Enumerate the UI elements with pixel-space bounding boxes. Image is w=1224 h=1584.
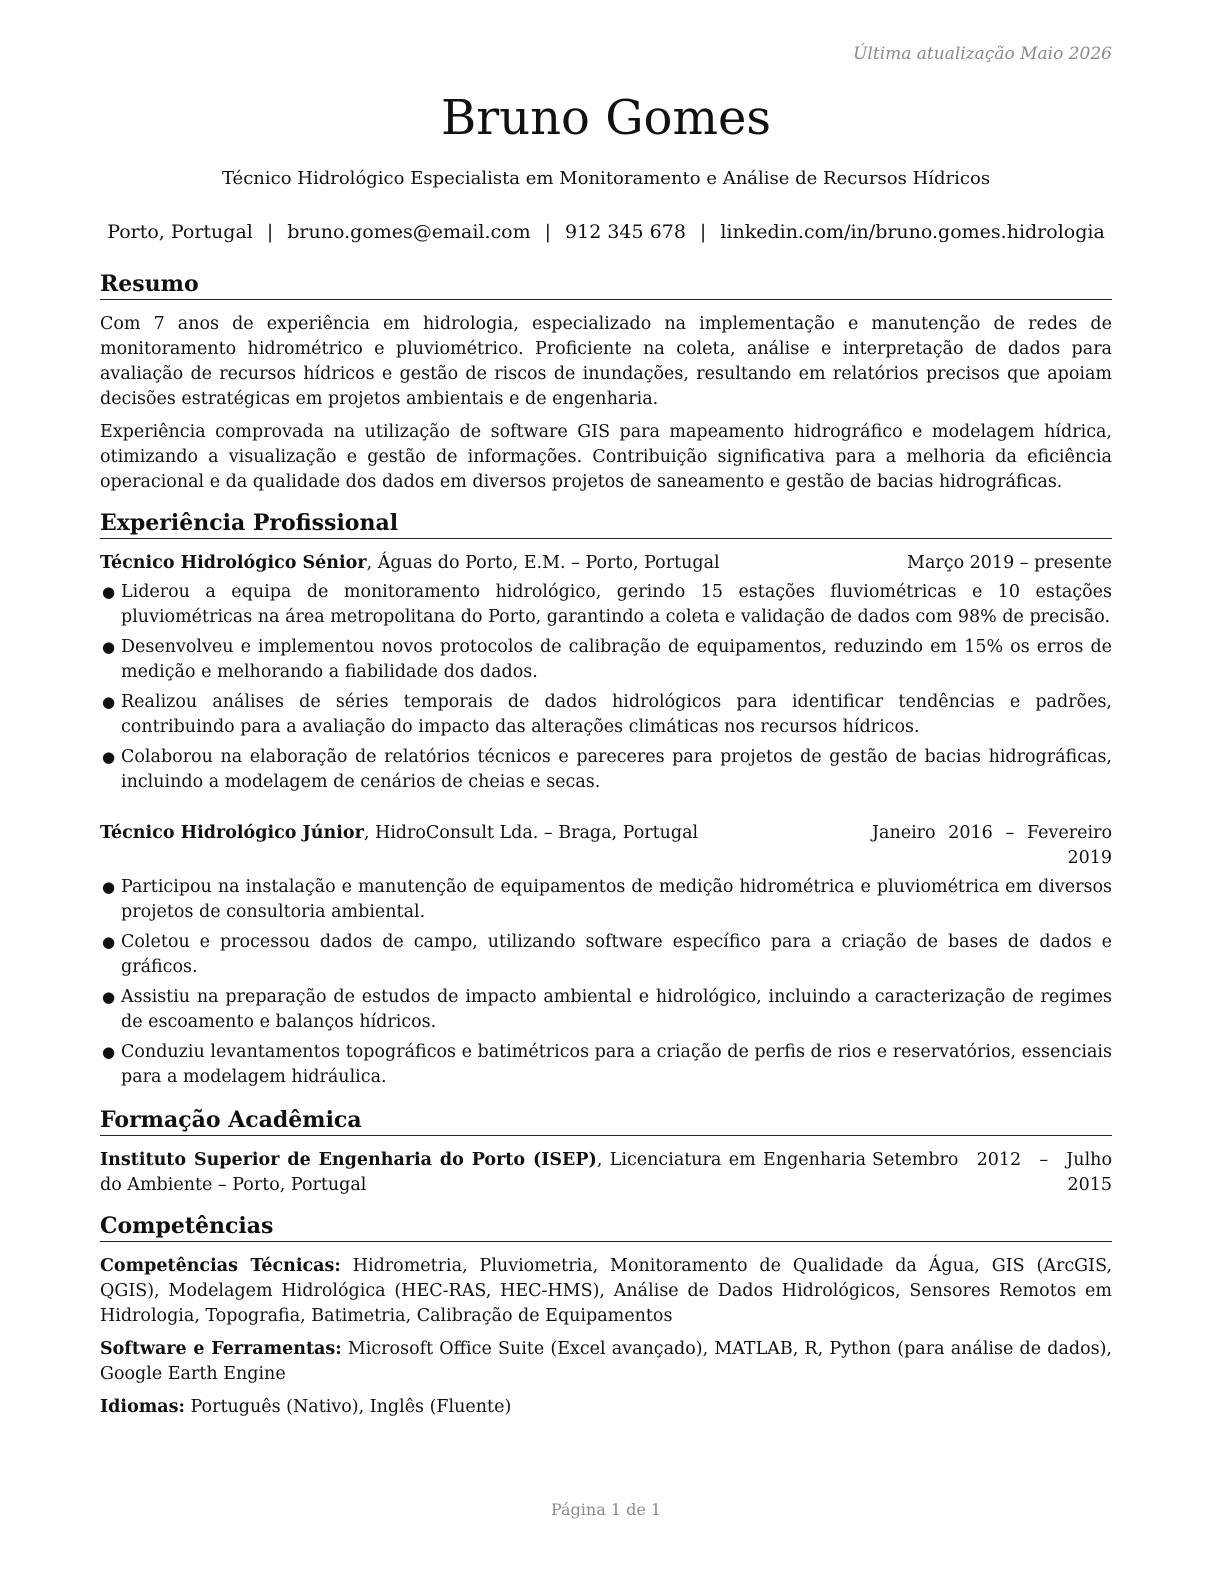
contact-line — [100, 218, 1112, 246]
job-dates: Janeiro 2016 – Fevereiro 2019 — [872, 823, 1112, 868]
contact-separator: | — [266, 221, 274, 243]
list-item: ● Assistiu na preparação de estudos de impacto ambiental e hidrológico, incluindo a caracterização de regimes de escoamento e balanços hídricos. — [102, 987, 1112, 1032]
skill-group-label: Idiomas: — [100, 1397, 185, 1417]
bullet-icon: ● — [102, 878, 116, 896]
job-header — [100, 821, 1112, 871]
skill-group-label: Competências Técnicas: — [100, 1256, 341, 1276]
summary-section — [100, 270, 1112, 495]
skill-group — [100, 1395, 1112, 1420]
contact-separator: | — [699, 221, 707, 243]
job-header — [100, 551, 1112, 576]
skill-group-text: Hidrometria, Pluviometria, Monitoramento de Qualidade da Água, GIS (ArcGIS, QGIS), Modelagem Hidrológica (HEC-RAS, HEC-HMS), Análise de Dados Hidrológicos, Sensores Remotos em Hidrologia, Topografia, Batimetria, Calibração de Equipamentos — [100, 1256, 1113, 1326]
contact-linkedin[interactable]: linkedin.com/in/bruno.gomes.hidrologia — [720, 221, 1105, 243]
bullet-icon: ● — [102, 933, 116, 951]
headline: Técnico Hidrológico Especialista em Monitoramento e Análise de Recursos Hídricos — [221, 168, 991, 189]
job-bullets — [100, 875, 1112, 1090]
job-company: , Águas do Porto, E.M. – Porto, Portugal — [366, 553, 720, 573]
skills-section — [100, 1212, 1112, 1420]
skill-group-text: Microsoft Office Suite (Excel avançado), MATLAB, R, Python (para análise de dados), Google Earth Engine — [100, 1339, 1112, 1384]
resume-body — [100, 270, 1112, 1434]
section-title-summary: Resumo — [100, 270, 1112, 300]
list-item: ● Conduziu levantamentos topográficos e batimétricos para a criação de perfis de rios e reservatórios, essenciais para a modelagem hidráulica. — [102, 1042, 1112, 1087]
resume-page — [100, 0, 1112, 1584]
list-item: ● Realizou análises de séries temporais de dados hidrológicos para identificar tendências e padrões, contribuindo para a avaliação do impacto das alterações climáticas nos recursos hídricos. — [102, 692, 1112, 737]
education-dates: Setembro 2012 – Julho 2015 — [872, 1150, 1112, 1195]
bullet-icon: ● — [102, 988, 116, 1006]
list-item: ● Coletou e processou dados de campo, utilizando software específico para a criação de bases de dados e gráficos. — [102, 932, 1112, 977]
contact-separator: | — [544, 221, 552, 243]
job-entry — [100, 821, 1112, 1090]
section-title-skills: Competências — [100, 1212, 1112, 1242]
candidate-name: Bruno Gomes — [441, 90, 771, 146]
contact-phone: 912 345 678 — [565, 221, 686, 243]
skill-group-label: Software e Ferramentas: — [100, 1339, 342, 1359]
job-bullets — [100, 580, 1112, 795]
education-entry — [100, 1148, 1112, 1198]
last-updated: Última atualização Maio 2026 — [853, 44, 1112, 64]
bullet-icon: ● — [102, 748, 116, 766]
skill-group — [100, 1254, 1112, 1329]
list-item: ● Desenvolveu e implementou novos protocolos de calibração de equipamentos, reduzindo em 15% os erros de medição e melhorando a fiabilidade dos dados. — [102, 637, 1112, 682]
skill-group — [100, 1337, 1112, 1387]
job-entry — [100, 551, 1112, 795]
bullet-icon: ● — [102, 583, 116, 601]
education-degree: , Licenciatura em Engenharia do Ambiente – Porto, Portugal — [100, 1150, 867, 1195]
list-item: ● Liderou a equipa de monitoramento hidrológico, gerindo 15 estações fluviométricas e 10 estações pluviométricas na área metropolitana do Porto, garantindo a coleta e validação de dados com 98% de precisão. — [102, 582, 1112, 627]
bullet-icon: ● — [102, 693, 116, 711]
experience-section — [100, 509, 1112, 1090]
contact-location: Porto, Portugal — [107, 221, 253, 243]
list-item: ● Participou na instalação e manutenção de equipamentos de medição hidrométrica e pluviométrica em diversos projetos de consultoria ambiental. — [102, 877, 1112, 922]
section-title-experience: Experiência Profissional — [100, 509, 1112, 539]
job-company: , HidroConsult Lda. – Braga, Portugal — [363, 823, 699, 843]
contact-email[interactable]: bruno.gomes@email.com — [287, 221, 531, 243]
education-institution: Instituto Superior de Engenharia do Porto (ISEP) — [100, 1150, 597, 1170]
page-number: Página 1 de 1 — [550, 1500, 662, 1519]
education-section — [100, 1106, 1112, 1198]
summary-paragraph: Com 7 anos de experiência em hidrologia, especializado na implementação e manutenção de redes de monitoramento hidrométrico e pluviométrico. Proficiente na coleta, análise e interpretação de dados para avaliação de recursos hídricos e gestão de riscos de inundações, resultando em relatórios precisos que apoiam decisões estratégicas em projetos ambientais e de engenharia. — [100, 314, 1112, 409]
job-dates: Março 2019 – presente — [907, 553, 1112, 573]
list-item: ● Colaborou na elaboração de relatórios técnicos e pareceres para projetos de gestão de bacias hidrográficas, incluindo a modelagem de cenários de cheias e secas. — [102, 747, 1112, 792]
section-title-education: Formação Acadêmica — [100, 1106, 1112, 1136]
bullet-icon: ● — [102, 1043, 116, 1061]
bullet-icon: ● — [102, 638, 116, 656]
skill-group-text: Português (Nativo), Inglês (Fluente) — [184, 1397, 512, 1417]
job-role: Técnico Hidrológico Júnior — [100, 823, 364, 843]
summary-paragraph: Experiência comprovada na utilização de software GIS para mapeamento hidrográfico e modelagem hídrica, otimizando a visualização e gestão de informações. Contribuição significativa para a melhoria da eficiência operacional e da qualidade dos dados em diversos projetos de saneamento e gestão de bacias hidrográficas. — [100, 422, 1112, 492]
job-role: Técnico Hidrológico Sénior — [100, 553, 367, 573]
